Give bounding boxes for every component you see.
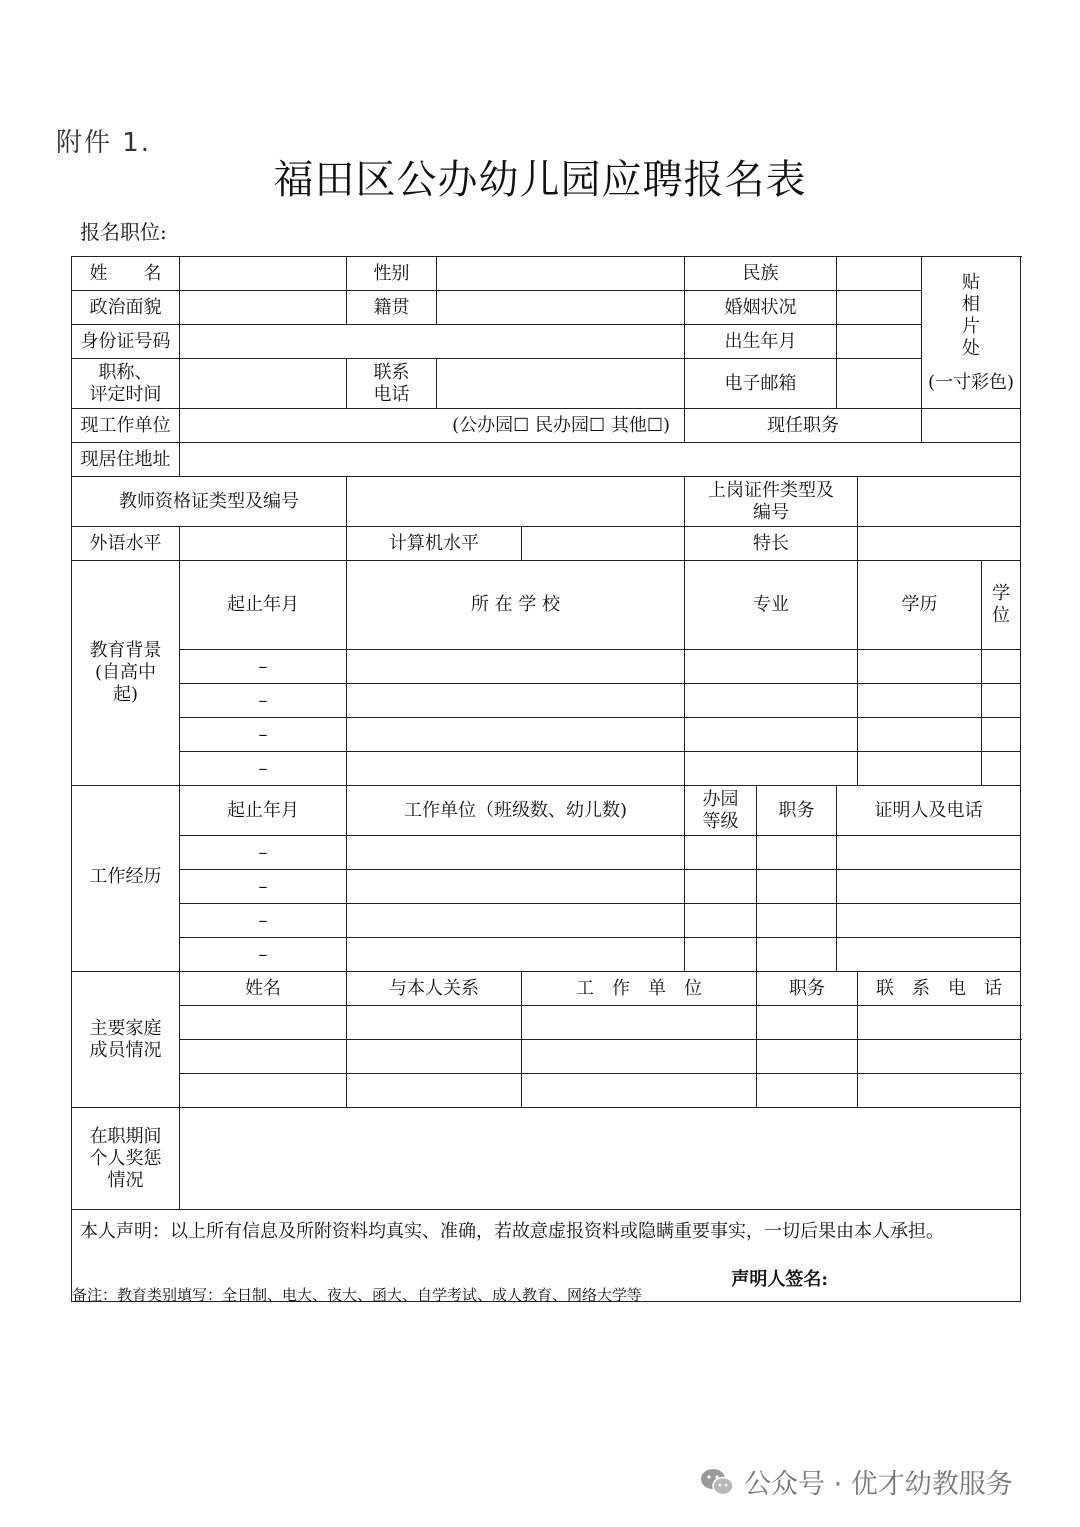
work-witness-cell[interactable] bbox=[837, 938, 1021, 972]
family-unit-cell[interactable] bbox=[522, 1006, 757, 1040]
family-unit-cell[interactable] bbox=[522, 1040, 757, 1074]
attachment-label: 附件 1. bbox=[56, 128, 152, 158]
family-name-cell[interactable] bbox=[180, 1040, 347, 1074]
email-label: 电子邮箱 bbox=[685, 359, 837, 409]
awards-field[interactable] bbox=[180, 1108, 1021, 1210]
family-row bbox=[72, 1040, 1021, 1074]
phone-field[interactable] bbox=[437, 359, 685, 409]
current-post-field[interactable] bbox=[922, 409, 1021, 443]
awards-row bbox=[72, 1108, 1021, 1210]
work-row bbox=[72, 904, 1021, 938]
edu-degree-header: 学位 bbox=[982, 561, 1021, 650]
edu-major-cell[interactable] bbox=[685, 650, 858, 684]
ethnicity-field[interactable] bbox=[837, 257, 922, 291]
title-time-text-1: 职称、 bbox=[98, 361, 153, 383]
work-period-header: 起止年月 bbox=[180, 786, 347, 836]
edu-school-header: 所 在 学 校 bbox=[347, 561, 685, 650]
edu-period-header: 起止年月 bbox=[180, 561, 347, 650]
edu-period-cell[interactable]: – bbox=[180, 684, 347, 718]
title-time-label bbox=[72, 359, 180, 409]
family-unit-header: 工 作 单 位 bbox=[522, 972, 757, 1006]
work-unit-header: 工作单位（班级数、幼儿数) bbox=[347, 786, 685, 836]
family-name-header: 姓名 bbox=[180, 972, 347, 1006]
family-phone-header: 联 系 电 话 bbox=[858, 972, 1021, 1006]
name-label: 姓 名 bbox=[72, 257, 180, 291]
current-post-label: 现任职务 bbox=[685, 409, 922, 443]
work-unit-cell[interactable] bbox=[347, 870, 685, 904]
family-name-cell[interactable] bbox=[180, 1006, 347, 1040]
work-unit-label: 现工作单位 bbox=[72, 409, 180, 443]
education-label-2: (自高中 bbox=[94, 662, 157, 683]
phone-label bbox=[347, 359, 437, 409]
row-cert bbox=[72, 477, 1021, 527]
family-row bbox=[72, 1074, 1021, 1108]
education-label-1: 教育背景 bbox=[89, 640, 162, 661]
work-unit-cell[interactable] bbox=[347, 904, 685, 938]
declaration-text: 本人声明：以上所有信息及所附资料均真实、准确，若故意虚报资料或隐瞒重要事实，一切后果由本人承担。 bbox=[80, 1220, 944, 1242]
education-label-3: 起) bbox=[112, 684, 139, 705]
family-post-cell[interactable] bbox=[757, 1006, 858, 1040]
row-id bbox=[72, 325, 1021, 359]
computer-field[interactable] bbox=[522, 527, 685, 561]
wechat-icon bbox=[700, 1467, 734, 1497]
family-phone-cell[interactable] bbox=[858, 1006, 1021, 1040]
awards-label-3: 情况 bbox=[107, 1169, 144, 1191]
address-field[interactable] bbox=[180, 443, 1021, 477]
family-post-cell[interactable] bbox=[757, 1040, 858, 1074]
marital-label: 婚姻状况 bbox=[685, 291, 837, 325]
signature-label[interactable]: 声明人签名: bbox=[731, 1268, 828, 1290]
political-label: 政治面貌 bbox=[72, 291, 180, 325]
row-address bbox=[72, 443, 1021, 477]
family-phone-cell[interactable] bbox=[858, 1074, 1021, 1108]
family-label bbox=[72, 972, 180, 1108]
work-header-row bbox=[72, 786, 1021, 836]
row-name bbox=[72, 257, 1021, 291]
language-field[interactable] bbox=[180, 527, 347, 561]
work-period-cell[interactable]: – bbox=[180, 870, 347, 904]
family-relation-cell[interactable] bbox=[347, 1006, 522, 1040]
family-relation-cell[interactable] bbox=[347, 1074, 522, 1108]
row-title-time bbox=[72, 359, 1021, 409]
phone-text-1: 联系 bbox=[373, 361, 410, 383]
work-period-cell[interactable]: – bbox=[180, 904, 347, 938]
row-skills bbox=[72, 527, 1021, 561]
awards-label-1: 在职期间 bbox=[89, 1125, 162, 1147]
title-time-text-2: 评定时间 bbox=[89, 383, 162, 405]
page-title: 福田区公办幼儿园应聘报名表 bbox=[273, 157, 807, 203]
education-header-row bbox=[72, 561, 1021, 650]
application-form bbox=[71, 256, 1021, 1302]
education-row bbox=[72, 718, 1021, 752]
family-header-row bbox=[72, 972, 1021, 1006]
edu-degree-cell[interactable] bbox=[982, 752, 1021, 786]
work-row bbox=[72, 836, 1021, 870]
id-field[interactable] bbox=[180, 325, 685, 359]
family-label-1: 主要家庭 bbox=[89, 1017, 162, 1039]
work-post-cell[interactable] bbox=[757, 938, 837, 972]
political-field[interactable] bbox=[180, 291, 347, 325]
family-post-cell[interactable] bbox=[757, 1074, 858, 1108]
family-relation-header: 与本人关系 bbox=[347, 972, 522, 1006]
specialty-field[interactable] bbox=[858, 527, 1021, 561]
post-cert-field[interactable] bbox=[858, 477, 1021, 527]
email-field[interactable] bbox=[837, 359, 922, 409]
work-grade-cell[interactable] bbox=[685, 836, 757, 870]
education-row bbox=[72, 752, 1021, 786]
edu-period-cell[interactable]: – bbox=[180, 650, 347, 684]
work-witness-cell[interactable] bbox=[837, 870, 1021, 904]
edu-school-cell[interactable] bbox=[347, 684, 685, 718]
work-grade-header-2: 等级 bbox=[702, 810, 739, 832]
photo-text-4: 处 bbox=[962, 337, 980, 359]
work-grade-cell[interactable] bbox=[685, 870, 757, 904]
work-label: 工作经历 bbox=[72, 786, 180, 972]
unit-type-options[interactable]: (公办园☐ 民办园☐ 其他☐) bbox=[452, 414, 670, 436]
edu-degree-level-cell[interactable] bbox=[858, 684, 982, 718]
photo-text-2: 相 bbox=[962, 293, 980, 315]
edu-major-cell[interactable] bbox=[685, 718, 858, 752]
teacher-cert-label: 教师资格证类型及编号 bbox=[72, 477, 347, 527]
photo-box[interactable] bbox=[922, 257, 1021, 409]
watermark-text: 公众号 · 优才幼教服务 bbox=[744, 1469, 1013, 1500]
teacher-cert-field[interactable] bbox=[347, 477, 685, 527]
work-unit-cell[interactable] bbox=[347, 938, 685, 972]
education-row bbox=[72, 650, 1021, 684]
awards-label-2: 个人奖惩 bbox=[89, 1147, 162, 1169]
education-label bbox=[72, 561, 180, 786]
family-post-header: 职务 bbox=[757, 972, 858, 1006]
edu-degree-level-cell[interactable] bbox=[858, 650, 982, 684]
work-grade-cell[interactable] bbox=[685, 904, 757, 938]
birth-label: 出生年月 bbox=[685, 325, 837, 359]
edu-degree-cell[interactable] bbox=[982, 718, 1021, 752]
edu-degree-level-cell[interactable] bbox=[858, 752, 982, 786]
native-label: 籍贯 bbox=[347, 291, 437, 325]
work-witness-cell[interactable] bbox=[837, 836, 1021, 870]
address-label: 现居住地址 bbox=[72, 443, 180, 477]
edu-major-header: 专业 bbox=[685, 561, 858, 650]
language-label: 外语水平 bbox=[72, 527, 180, 561]
position-label: 报名职位: bbox=[80, 220, 167, 244]
work-row bbox=[72, 938, 1021, 972]
edu-major-cell[interactable] bbox=[685, 752, 858, 786]
work-grade-header bbox=[685, 786, 757, 836]
edu-school-cell[interactable] bbox=[347, 752, 685, 786]
edu-period-cell[interactable]: – bbox=[180, 752, 347, 786]
work-grade-cell[interactable] bbox=[685, 938, 757, 972]
edu-period-cell[interactable]: – bbox=[180, 718, 347, 752]
awards-label bbox=[72, 1108, 180, 1210]
specialty-label: 特长 bbox=[685, 527, 858, 561]
watermark bbox=[700, 1462, 1013, 1501]
family-label-2: 成员情况 bbox=[89, 1039, 162, 1061]
work-post-header: 职务 bbox=[757, 786, 837, 836]
work-row bbox=[72, 870, 1021, 904]
row-political bbox=[72, 291, 1021, 325]
ethnicity-label: 民族 bbox=[685, 257, 837, 291]
edu-degree-cell[interactable] bbox=[982, 684, 1021, 718]
work-post-cell[interactable] bbox=[757, 904, 837, 938]
work-witness-cell[interactable] bbox=[837, 904, 1021, 938]
edu-degree-cell[interactable] bbox=[982, 650, 1021, 684]
family-name-cell[interactable] bbox=[180, 1074, 347, 1108]
edu-school-cell[interactable] bbox=[347, 718, 685, 752]
family-relation-cell[interactable] bbox=[347, 1040, 522, 1074]
work-grade-header-1: 办园 bbox=[702, 788, 739, 810]
photo-text-3: 片 bbox=[962, 315, 980, 337]
family-unit-cell[interactable] bbox=[522, 1074, 757, 1108]
marital-field[interactable] bbox=[837, 291, 922, 325]
edu-degree-level-header: 学历 bbox=[858, 561, 982, 650]
phone-text-2: 电话 bbox=[373, 383, 410, 405]
edu-major-cell[interactable] bbox=[685, 684, 858, 718]
work-period-cell[interactable]: – bbox=[180, 836, 347, 870]
id-label: 身份证号码 bbox=[72, 325, 180, 359]
family-row bbox=[72, 1006, 1021, 1040]
work-unit-cell[interactable] bbox=[347, 836, 685, 870]
native-field[interactable] bbox=[437, 291, 685, 325]
photo-note: (一寸彩色) bbox=[927, 371, 1015, 393]
work-period-cell[interactable]: – bbox=[180, 938, 347, 972]
gender-field[interactable] bbox=[437, 257, 685, 291]
gender-label: 性别 bbox=[347, 257, 437, 291]
edu-school-cell[interactable] bbox=[347, 650, 685, 684]
row-work-unit bbox=[72, 409, 1021, 443]
photo-text-1: 贴 bbox=[962, 271, 980, 293]
education-row bbox=[72, 684, 1021, 718]
work-post-cell[interactable] bbox=[757, 836, 837, 870]
computer-label: 计算机水平 bbox=[347, 527, 522, 561]
work-witness-header: 证明人及电话 bbox=[837, 786, 1021, 836]
post-cert-text-2: 编号 bbox=[753, 501, 789, 523]
name-field[interactable] bbox=[180, 257, 347, 291]
title-time-field[interactable] bbox=[180, 359, 347, 409]
post-cert-text-1: 上岗证件类型及 bbox=[708, 479, 834, 501]
footer-note: 备注：教育类别填写：全日制、电大、夜大、函大、自学考试、成人教育、网络大学等 bbox=[72, 1286, 643, 1304]
work-post-cell[interactable] bbox=[757, 870, 837, 904]
family-phone-cell[interactable] bbox=[858, 1040, 1021, 1074]
post-cert-label bbox=[685, 477, 858, 527]
edu-degree-level-cell[interactable] bbox=[858, 718, 982, 752]
birth-field[interactable] bbox=[837, 325, 922, 359]
work-unit-field[interactable] bbox=[180, 409, 685, 443]
